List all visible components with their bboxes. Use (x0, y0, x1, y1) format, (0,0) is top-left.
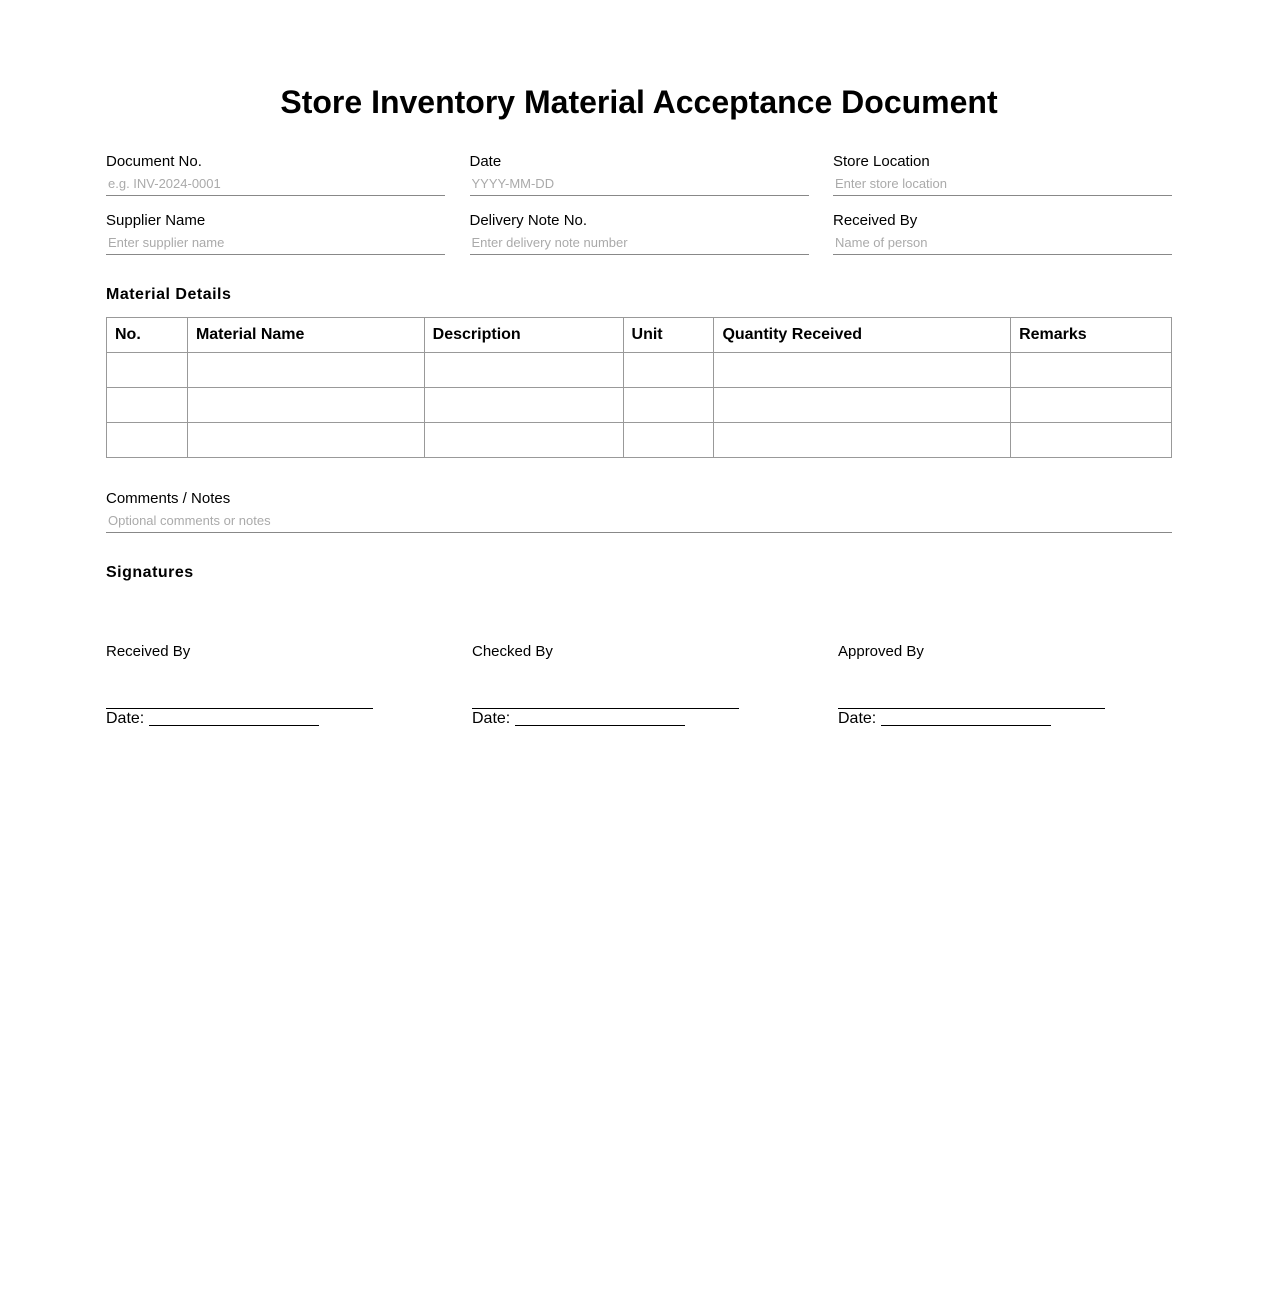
table-cell[interactable] (623, 388, 714, 423)
col-no: No. (107, 318, 188, 353)
signatures-title: Signatures (106, 564, 194, 581)
signature-label: Checked By (472, 643, 553, 660)
delivery-note-field (470, 212, 809, 271)
table-cell[interactable] (1011, 423, 1172, 458)
signature-line[interactable] (838, 708, 1105, 709)
received-by-label: Received By (833, 212, 918, 229)
table-cell[interactable] (1011, 388, 1172, 423)
signature-date (472, 710, 685, 728)
supplier-name-field (106, 212, 445, 271)
supplier-name-label: Supplier Name (106, 212, 206, 229)
signature-date (838, 710, 1051, 728)
date-label: Date (469, 153, 502, 170)
date-label: Date: (106, 710, 145, 727)
col-unit: Unit (623, 318, 714, 353)
date-input[interactable] (470, 170, 809, 196)
col-material-name: Material Name (187, 318, 424, 353)
date-label: Date: (472, 710, 511, 727)
table-cell[interactable] (107, 353, 188, 388)
comments-input[interactable] (106, 507, 1172, 533)
store-location-input[interactable] (833, 170, 1172, 196)
comments-label: Comments / Notes (106, 490, 231, 507)
table-cell[interactable] (424, 423, 623, 458)
received-by-input[interactable] (833, 229, 1172, 255)
delivery-note-label: Delivery Note No. (469, 212, 588, 229)
supplier-name-input[interactable] (106, 229, 445, 255)
table-cell[interactable] (714, 423, 1011, 458)
date-field (470, 153, 809, 212)
col-remarks: Remarks (1011, 318, 1172, 353)
material-table (106, 317, 1172, 458)
signature-checked-by (472, 643, 772, 727)
table-cell[interactable] (107, 388, 188, 423)
table-cell[interactable] (623, 353, 714, 388)
signature-line[interactable] (106, 708, 373, 709)
table-cell[interactable] (714, 353, 1011, 388)
signature-label: Approved By (838, 643, 924, 660)
date-line[interactable] (881, 711, 1051, 726)
col-description: Description (424, 318, 623, 353)
received-by-field (833, 212, 1172, 271)
material-details-title: Material Details (106, 286, 232, 303)
table-cell[interactable] (424, 353, 623, 388)
table-cell[interactable] (424, 388, 623, 423)
date-line[interactable] (149, 711, 319, 726)
table-row (107, 388, 1172, 423)
signature-approved-by (838, 643, 1138, 727)
delivery-note-input[interactable] (470, 229, 809, 255)
table-cell[interactable] (187, 353, 424, 388)
document-no-field (106, 153, 445, 212)
table-cell[interactable] (107, 423, 188, 458)
header-fields (106, 153, 1172, 271)
page-title: Store Inventory Material Acceptance Document (280, 84, 998, 120)
date-line[interactable] (515, 711, 685, 726)
table-row (107, 423, 1172, 458)
document-no-label: Document No. (106, 153, 202, 170)
table-header-row (107, 318, 1172, 353)
table-cell[interactable] (187, 423, 424, 458)
store-location-field (833, 153, 1172, 212)
table-row (107, 353, 1172, 388)
date-label: Date: (838, 710, 877, 727)
signature-label: Received By (106, 643, 191, 660)
signature-date (106, 710, 319, 728)
table-cell[interactable] (623, 423, 714, 458)
store-location-label: Store Location (833, 153, 930, 170)
table-cell[interactable] (187, 388, 424, 423)
signature-line[interactable] (472, 708, 739, 709)
signature-received-by (106, 643, 406, 727)
table-cell[interactable] (1011, 353, 1172, 388)
document-no-input[interactable] (106, 170, 445, 196)
table-cell[interactable] (714, 388, 1011, 423)
col-quantity-received: Quantity Received (714, 318, 1011, 353)
comments-field (106, 490, 1172, 549)
